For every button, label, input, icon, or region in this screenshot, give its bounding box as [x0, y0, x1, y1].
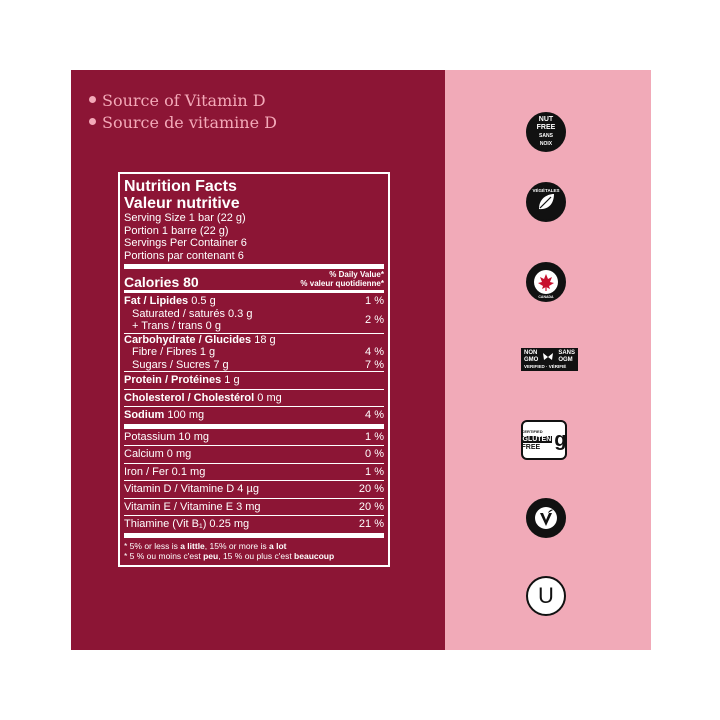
vitamin-d-row: Vitamin D / Vitamine D 4 µg 20 % — [124, 480, 384, 498]
serving-en: Serving Size 1 bar (22 g) — [124, 212, 246, 224]
footnote: * 5% or less is a little, 15% or more is a lot * 5 % ou moins c'est peu, 15 % ou plus c'est beaucoup — [124, 540, 335, 561]
bullet-icon — [89, 96, 96, 103]
kosher-u-icon: U — [526, 576, 566, 616]
non-gmo-verified-icon: NON GMO SANS OGM VERIFIED · VÉRIFIÉ — [521, 348, 578, 371]
nf-title-fr: Valeur nutritive — [124, 195, 240, 212]
sugars-row: Sugars / Sucres 7 g 7 % — [132, 358, 384, 371]
fat-row: Fat / Lipides 0.5 g 1 % — [124, 295, 384, 307]
protein-row: Protein / Protéines 1 g — [124, 371, 384, 389]
nut-free-icon: NUT FREE SANS NOIX — [526, 112, 566, 152]
iron-row: Iron / Fer 0.1 mg 1 % — [124, 463, 384, 481]
nutrition-facts-table — [118, 172, 390, 567]
potassium-row: Potassium 10 mg 1 % — [124, 430, 384, 443]
nf-title-en: Nutrition Facts — [124, 178, 237, 195]
serving-fr: Portion 1 barre (22 g) — [124, 224, 229, 237]
thiamine-row: Thiamine (Vit B₁) 0.25 mg 21 % — [124, 515, 384, 533]
svg-text:VÉGÉTALES: VÉGÉTALES — [532, 188, 560, 193]
butterfly-icon — [542, 351, 554, 363]
claims — [89, 90, 277, 134]
certified-vegan-icon — [526, 498, 566, 538]
carb-row: Carbohydrate / Glucides 18 g — [124, 333, 384, 347]
fibre-row: Fibre / Fibres 1 g 4 % — [132, 346, 384, 358]
plant-based-icon — [526, 182, 566, 222]
sodium-row: Sodium 100 mg 4 % — [124, 406, 384, 424]
gluten-free-icon: CERTIFIED GLUTEN FREE g — [521, 420, 567, 460]
leaf-icon — [529, 185, 563, 219]
claim-item: Source de vitamine D — [89, 112, 277, 134]
saturated-row: Saturated / saturés 0.3 g — [132, 307, 253, 320]
per-container-fr: Portions par contenant 6 — [124, 249, 244, 262]
cholesterol-row: Cholesterol / Cholestérol 0 mg — [124, 389, 384, 407]
svg-text:CANADA: CANADA — [538, 295, 554, 299]
maple-leaf-icon — [529, 265, 563, 299]
vitamin-e-row: Vitamin E / Vitamine E 3 mg 20 % — [124, 498, 384, 516]
canada-organic-icon — [526, 262, 566, 302]
per-container-en: Servings Per Container 6 — [124, 237, 247, 249]
left-panel — [71, 70, 445, 650]
claim-item: Source of Vitamin D — [89, 90, 277, 112]
calcium-row: Calcium 0 mg 0 % — [124, 445, 384, 463]
trans-row: + Trans / trans 0 g 2 % — [132, 314, 384, 332]
right-panel — [445, 70, 651, 650]
g-mark-icon: g — [554, 429, 567, 451]
bullet-icon — [89, 118, 96, 125]
vegan-v-icon — [529, 501, 563, 535]
calories-row: Calories 80 % Daily Value* % valeur quotidienne* — [124, 269, 384, 293]
